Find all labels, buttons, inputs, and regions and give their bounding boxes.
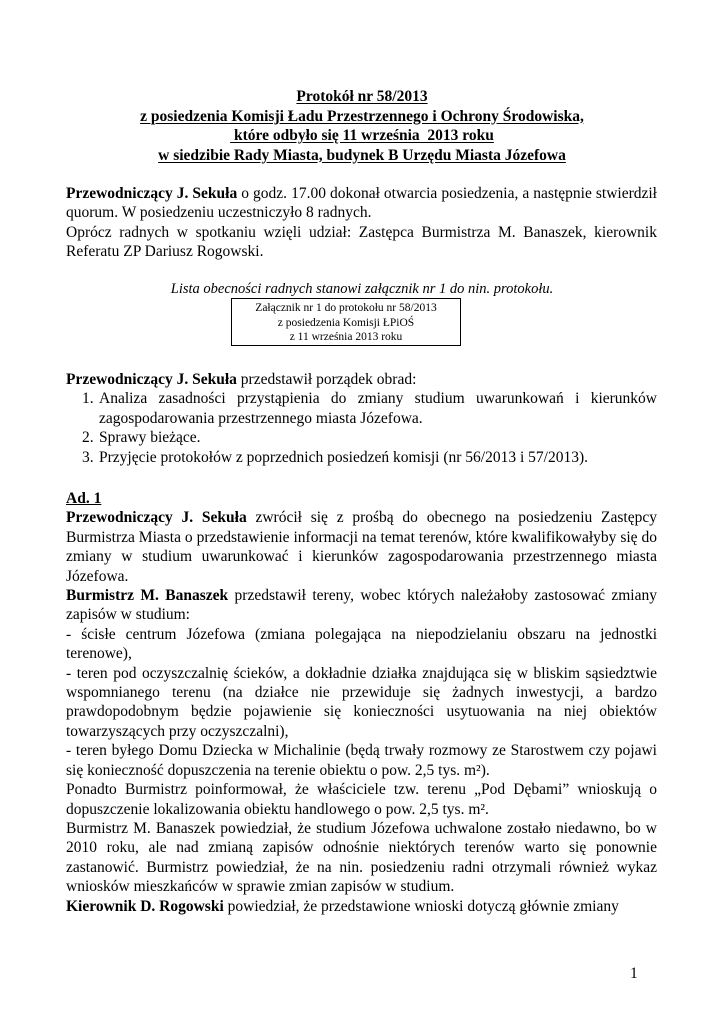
title-line-3: które odbyło się 11 września 2013 roku <box>230 127 494 144</box>
ad1-paragraph-8 <box>66 897 657 916</box>
intro-text: o godz. 17.00 dokonał otwarcia posiedzenia, a następnie stwierdził quorum. W posiedzeniu uczestniczyło 8 radnych. <box>66 185 657 222</box>
agenda-chair: Przewodniczący J. Sekuła <box>66 371 237 388</box>
title-line-4: w siedzibie Rady Miasta, budynek B Urzędu Miasta Józefowa <box>158 146 566 164</box>
attendance-note: Lista obecności radnych stanowi załącznik nr 1 do nin. protokołu. <box>170 281 554 297</box>
title-line-2: z posiedzenia Komisji Ładu Przestrzennego i Ochrony Środowiska, <box>140 107 584 125</box>
agenda-intro <box>66 370 657 389</box>
ad1-head-of-unit: Kierownik D. Rogowski <box>66 897 224 915</box>
ad1-p8-text: powiedział, że przedstawione wnioski dotyczą głównie zmiany <box>223 897 619 915</box>
intro-section <box>66 184 657 262</box>
ad1-section <box>66 489 657 916</box>
ad1-paragraph-3: - ścisłe centrum Józefowa (zmiana polegająca na niepodzielaniu obszaru na jednostki terenowe), <box>66 625 657 663</box>
agenda-list <box>66 389 657 467</box>
agenda-item <box>66 389 657 428</box>
attachment-box <box>231 298 461 346</box>
ad1-p2-text: przedstawił tereny, wobec których należałoby zastosować zmiany zapisów w studium: <box>66 587 657 624</box>
ad1-paragraph-6: Ponadto Burmistrz poinformował, że właściciele tzw. terenu „Pod Dębami” wnioskują o dopuszczenie lokalizowania obiektu handlowego o pow. 2,5 tys. m². <box>66 781 657 818</box>
attachment-line-1: Załącznik nr 1 do protokołu nr 58/2013 <box>255 302 437 314</box>
attachment-line-2: z posiedzenia Komisji ŁPiOŚ <box>277 316 415 329</box>
ad1-heading: Ad. 1 <box>66 490 102 507</box>
ad1-paragraph-4: - teren pod oczyszczalnię ścieków, a dokładnie działka znajdująca się w bliskim sąsiedztwie wspomnianego terenu (na działce nie przewiduje się żadnych inwestycji, a bardzo prawdopodobnym będzie pojawienie się konieczności usytuowania na niej obiektów towarzyszących przy oczyszczalni), <box>66 664 657 740</box>
ad1-p1-text: zwrócił się z prośbą do obecnego na posiedzeniu Zastępcy Burmistrza Miasta o przedstawienie informacji na temat terenów, które kwalifikowałyby się do zmiany w studium uwarunkować i kierunków zagospodarowania przestrzennego miasta Józefowa. <box>66 509 657 585</box>
title-line-1: Protokół nr 58/2013 <box>296 88 428 105</box>
ad1-chair: Przewodniczący J. Sekuła <box>66 509 247 527</box>
agenda-item-number: 1. <box>82 390 94 408</box>
agenda-item-number: 2. <box>82 429 94 447</box>
attachment-line-3: z 11 września 2013 roku <box>289 331 403 343</box>
protocol-title <box>0 87 724 165</box>
guests-paragraph: Oprócz radnych w spotkaniu wzięli udział: Zastępca Burmistrza M. Banaszek, kierownik Referatu ZP Dariusz Rogowski. <box>66 223 657 261</box>
chair-name: Przewodniczący J. Sekuła <box>66 185 238 202</box>
ad1-paragraph-7: Burmistrz M. Banaszek powiedział, że studium Józefowa uchwalone zostało niedawno, bo w 2010 roku, ale nad zmianą zapisów odnośnie niektórych terenów warto się ponownie zastanowić. Burmistrz powiedział, że na nin. posiedzeniu radni otrzymali również wykaz wniosków mieszkańców w sprawie zmian zapisów w studium. <box>66 819 657 896</box>
ad1-paragraph-2 <box>66 586 657 625</box>
agenda-item-text: Sprawy bieżące. <box>99 429 201 447</box>
agenda-section <box>66 370 657 467</box>
ad1-paragraph-5: - teren byłego Domu Dziecka w Michalinie (będą trwały rozmowy ze Starostwem czy pojawi się konieczność dopuszczenia na terenie obiektu o pow. 2,5 tys. m²). <box>66 742 657 779</box>
intro-paragraph <box>66 184 657 223</box>
agenda-item-text: Przyjęcie protokołów z poprzednich posiedzeń komisji (nr 56/2013 i 57/2013). <box>99 448 589 466</box>
ad1-mayor: Burmistrz M. Banaszek <box>66 587 229 605</box>
ad1-paragraph-1 <box>66 508 657 586</box>
agenda-text: przedstawił porządek obrad: <box>236 371 417 388</box>
agenda-item-text: Analiza zasadności przystąpienia do zmiany studium uwarunkowań i kierunków zagospodarowania przestrzennego miasta Józefowa. <box>99 390 657 427</box>
agenda-item-number: 3. <box>82 448 94 466</box>
page-number: 1 <box>630 965 638 982</box>
agenda-item <box>66 448 657 467</box>
agenda-item <box>66 428 657 447</box>
